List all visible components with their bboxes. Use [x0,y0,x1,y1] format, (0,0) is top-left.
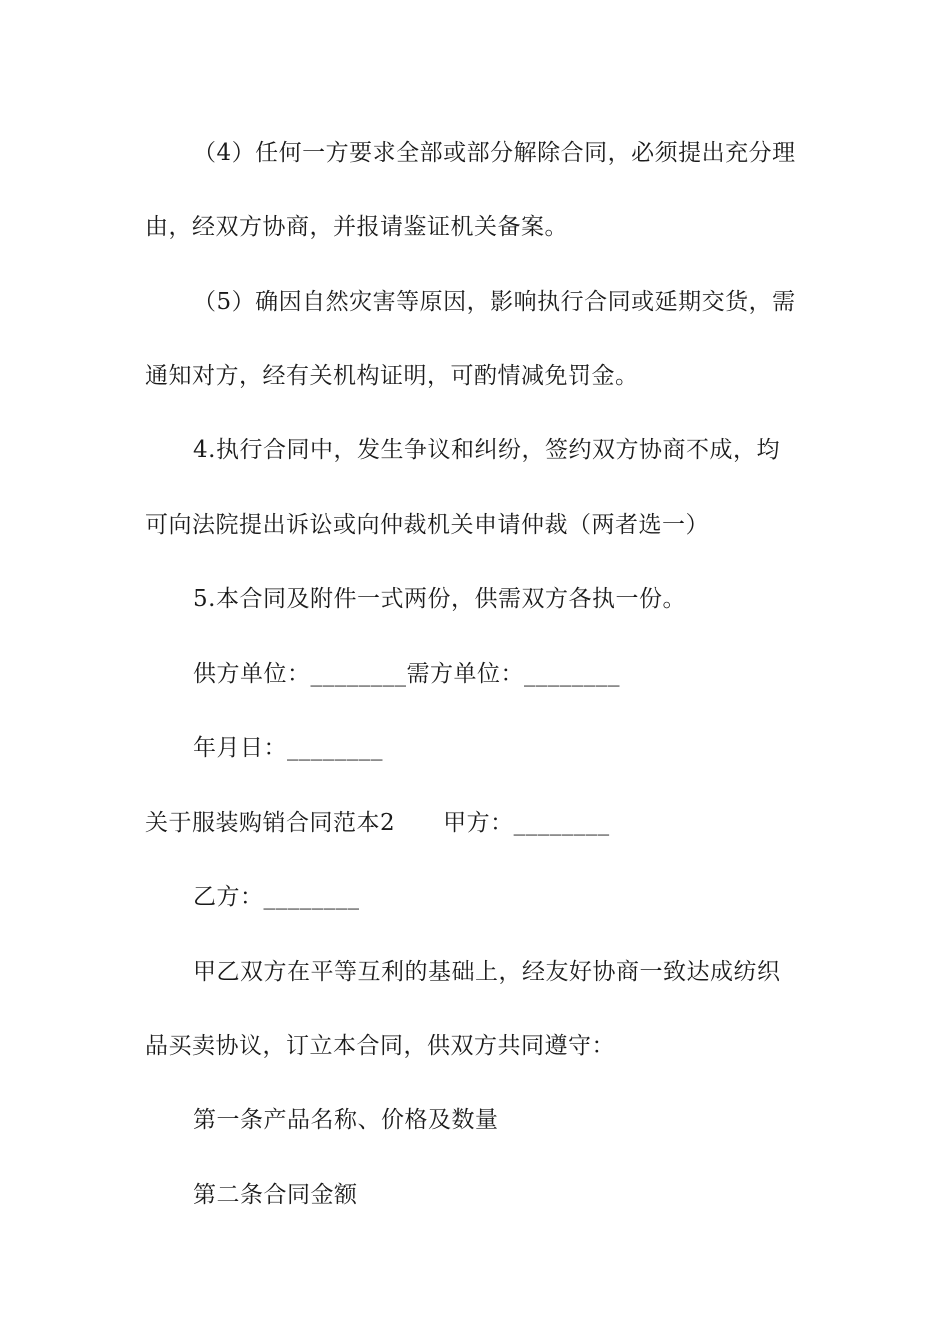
party-a-field: 甲方：________ [443,810,610,836]
paragraph-line: 4.执行合同中，发生争议和纠纷，签约双方协商不成，均 [193,437,780,463]
section-title: 关于服装购销合同范本2 [145,810,396,836]
paragraph-line: （4）任何一方要求全部或部分解除合同，必须提出充分理 [193,140,796,166]
date-line: 年月日：________ [193,735,383,761]
paragraph-line: 甲乙双方在平等互利的基础上，经友好协商一致达成纺织 [193,959,781,985]
paragraph-line: （5）确因自然灾害等原因，影响执行合同或延期交货，需 [193,289,796,315]
paragraph-line: 可向法院提出诉讼或向仲裁机关申请仲裁（两者选一） [145,512,709,538]
article-heading: 第二条合同金额 [193,1182,358,1208]
party-b-field: 乙方：________ [193,884,360,910]
paragraph-line: 品买卖协议，订立本合同，供双方共同遵守： [145,1033,615,1059]
paragraph-line: 由，经双方协商，并报请鉴证机关备案。 [145,214,568,240]
article-heading: 第一条产品名称、价格及数量 [193,1107,499,1133]
paragraph-line: 5.本合同及附件一式两份，供需双方各执一份。 [193,586,686,612]
section-title-line [145,808,610,838]
paragraph-line: 通知对方，经有关机构证明，可酌情减免罚金。 [145,363,639,389]
signature-units-line: 供方单位：________需方单位：________ [193,661,620,687]
